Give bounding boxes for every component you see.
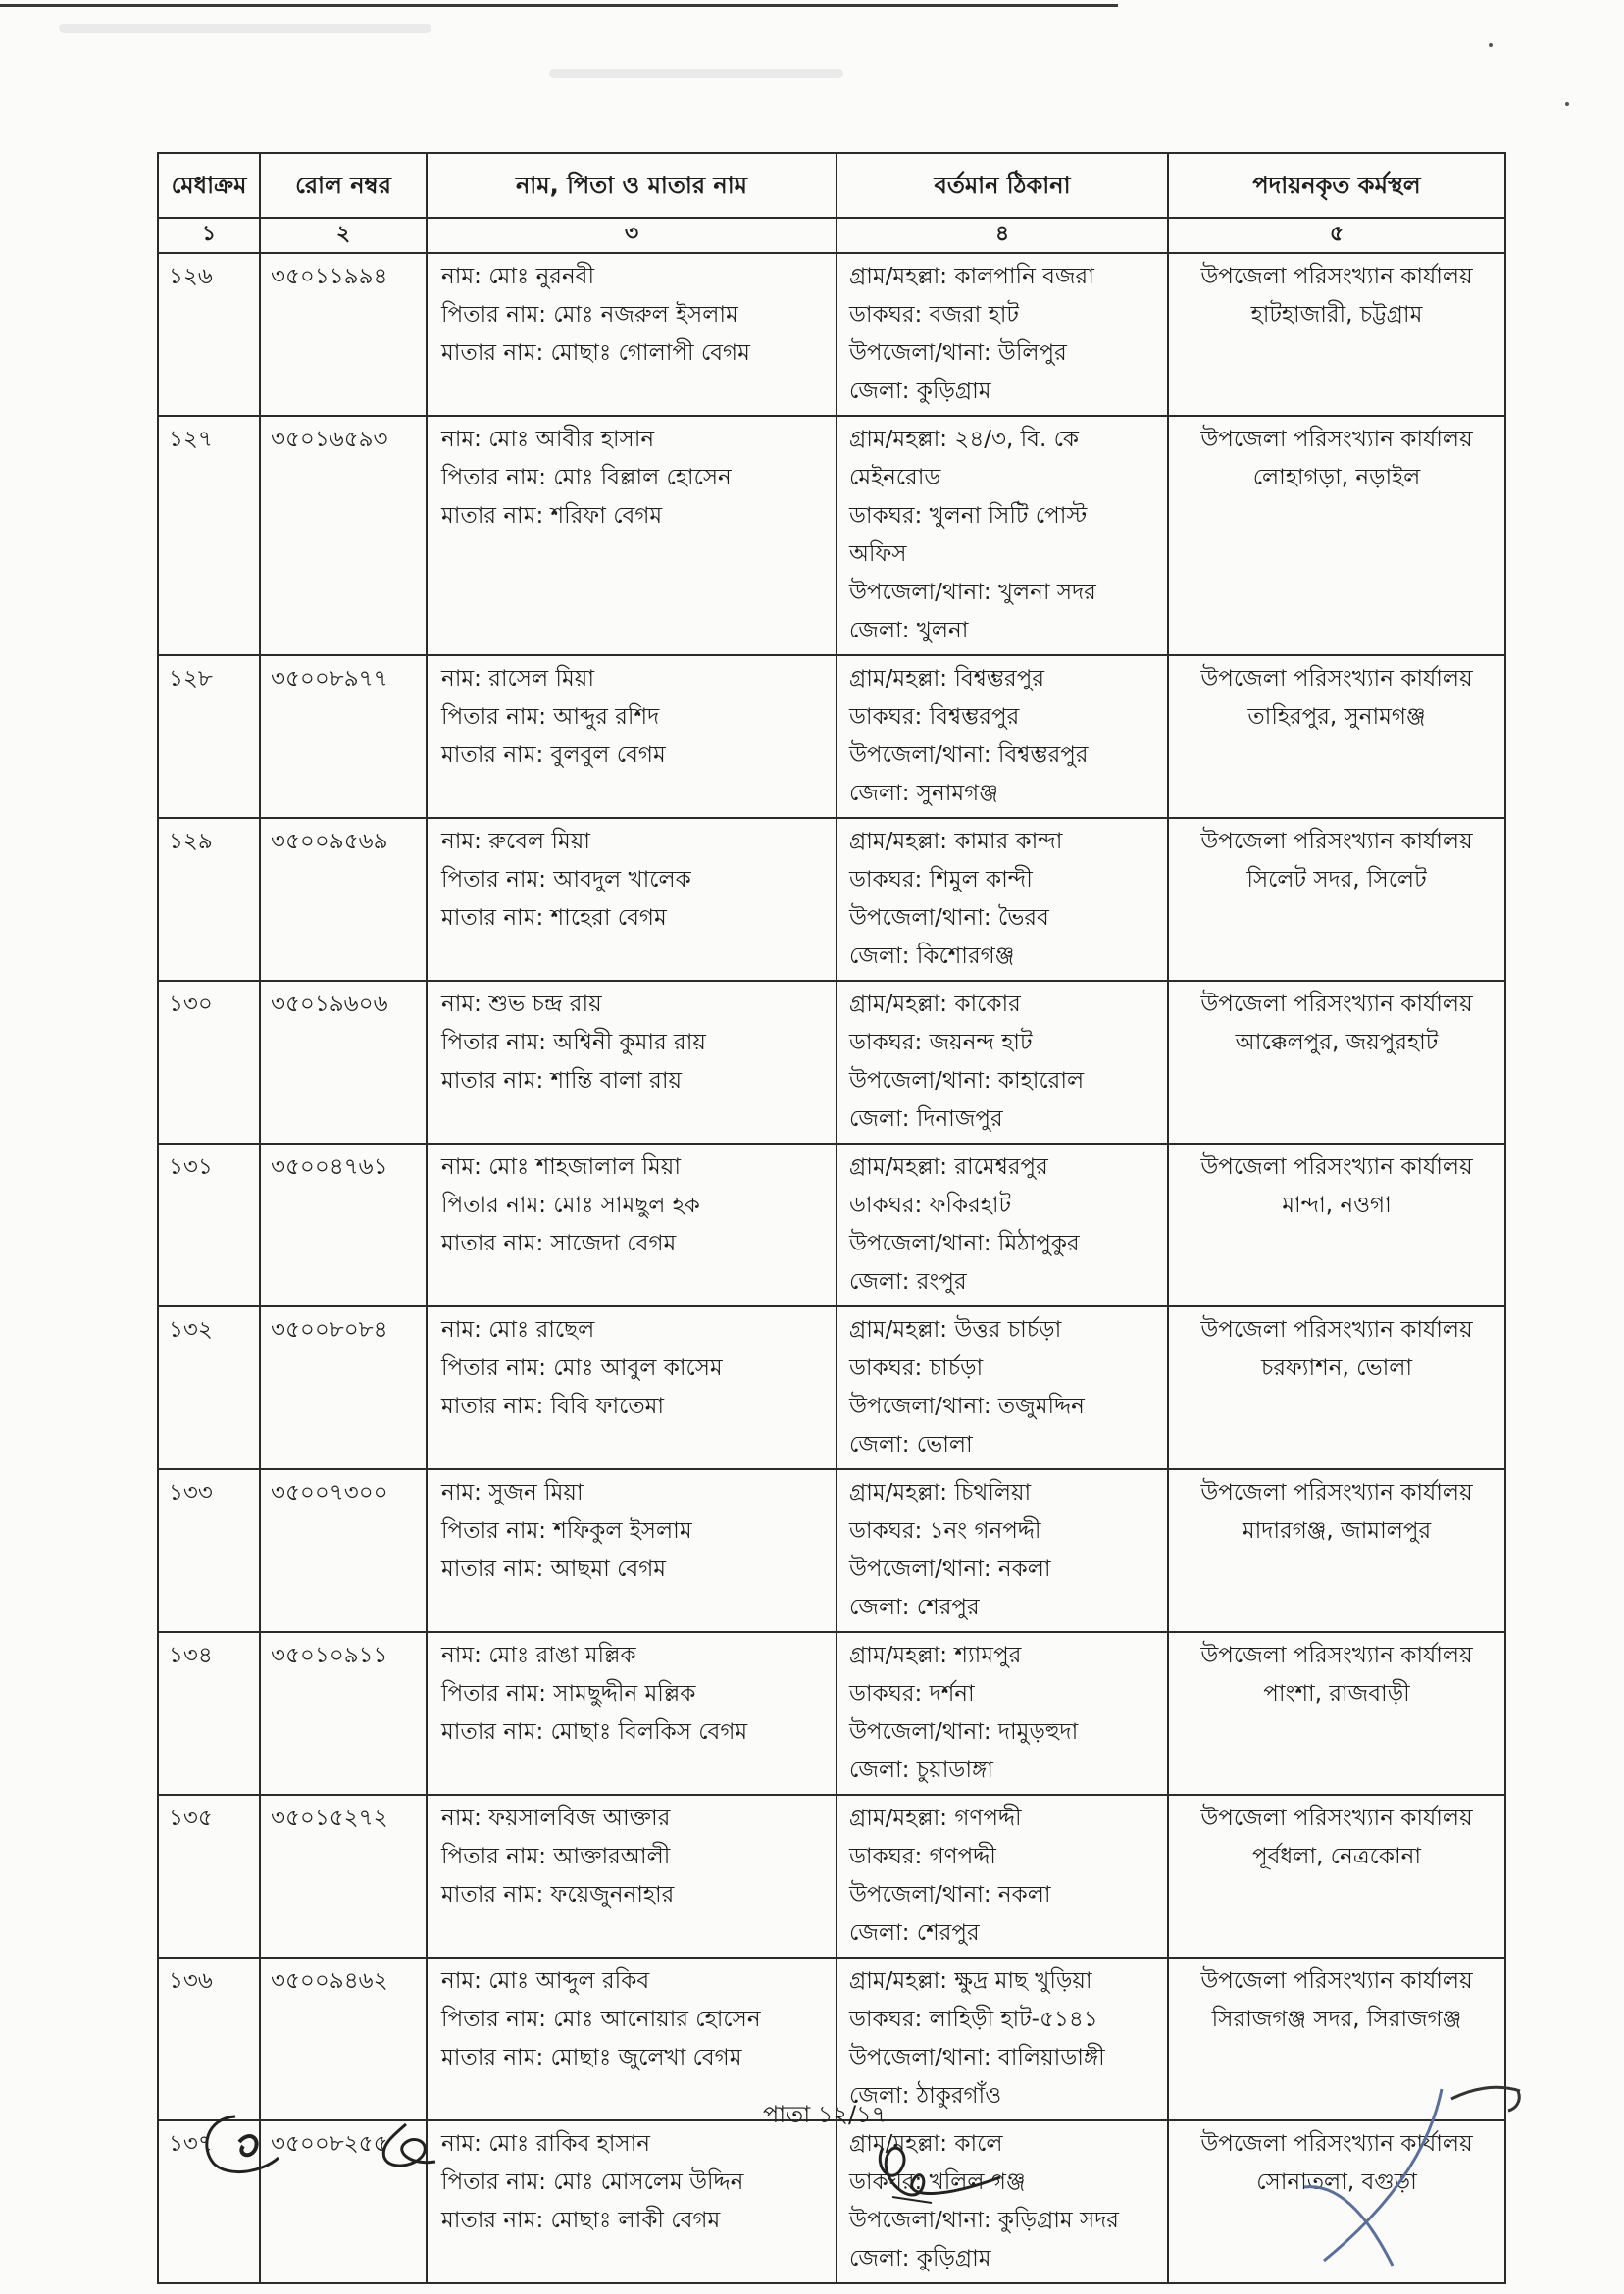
address-line: উপজেলা/থানা: উলিপুর — [849, 340, 1067, 366]
address-line: উপজেলা/থানা: বালিয়াডাঙ্গী — [849, 2045, 1105, 2070]
address-line: গ্রাম/মহল্লা: কালে — [849, 2131, 1003, 2157]
name-line: পিতার নাম: মোঃ বিল্লাল হোসেন — [441, 465, 732, 490]
address-line: জেলা: ভোলা — [849, 1432, 973, 1457]
name-line: পিতার নাম: অশ্বিনী কুমার রায় — [441, 1030, 706, 1055]
address-line: ডাকঘর: খুলনা সিটি পোস্ট — [849, 503, 1088, 529]
roll-number-cell: ৩৫০১১৯৯৪ — [260, 253, 427, 416]
address-line: উপজেলা/থানা: নকলা — [849, 1882, 1051, 1908]
address-line: ডাকঘর: ১নং গনপদ্দী — [849, 1518, 1041, 1544]
name-line: মাতার নাম: শরিফা বেগম — [441, 503, 663, 529]
initials-signature-2 — [367, 2118, 455, 2177]
office-line: পাংশা, রাজবাড়ী — [1263, 1681, 1410, 1707]
name-line: মাতার নাম: মোছাঃ লাকী বেগম — [441, 2208, 721, 2233]
merit-rank-cell: ১২৮ — [158, 655, 260, 818]
address-line: উপজেলা/থানা: খুলনা সদর — [849, 580, 1096, 605]
address-cell — [837, 1632, 1168, 1795]
merit-rank-cell: ১৩৫ — [158, 1795, 260, 1958]
name-line: নাম: মোঃ রাছেল — [441, 1317, 595, 1343]
name-line: নাম: মোঃ আবীর হাসান — [441, 427, 655, 452]
office-cell — [1168, 1306, 1505, 1469]
address-cell — [837, 655, 1168, 818]
address-line: উপজেলা/থানা: দামুড়হুদা — [849, 1719, 1079, 1745]
merit-rank-cell: ১৩৪ — [158, 1632, 260, 1795]
office-line: উপজেলা পরিসংখ্যান কার্যালয় — [1200, 1154, 1473, 1180]
office-line: মাদারগঞ্জ, জামালপুর — [1242, 1518, 1432, 1544]
office-line: লোহাগড়া, নড়াইল — [1252, 465, 1421, 490]
office-cell — [1168, 818, 1505, 981]
name-cell — [427, 253, 837, 416]
office-line: সোনাতলা, বগুড়া — [1256, 2169, 1417, 2195]
office-cell — [1168, 253, 1505, 416]
name-line: মাতার নাম: আছমা বেগম — [441, 1556, 667, 1582]
table-row — [158, 655, 1505, 818]
office-line: উপজেলা পরিসংখ্যান কার্যালয় — [1200, 427, 1473, 452]
name-line: পিতার নাম: মোঃ নজরুল ইসলাম — [441, 302, 738, 328]
address-cell — [837, 1306, 1168, 1469]
roll-number-cell: ৩৫০০৮২৫৫ — [260, 2120, 427, 2283]
address-line: ডাকঘর: বজরা হাট — [849, 302, 1019, 328]
name-line: মাতার নাম: সাজেদা বেগম — [441, 1231, 677, 1256]
address-cell — [837, 1144, 1168, 1306]
office-line: সিরাজগঞ্জ সদর, সিরাজগঞ্জ — [1211, 2007, 1462, 2032]
table-row — [158, 981, 1505, 1144]
name-line: নাম: মোঃ আব্দুল রকিব — [441, 1968, 650, 1994]
name-cell — [427, 1306, 837, 1469]
roll-number-cell: ৩৫০০৮৯৭৭ — [260, 655, 427, 818]
name-line: পিতার নাম: শফিকুল ইসলাম — [441, 1518, 692, 1544]
merit-rank-cell: ১৩০ — [158, 981, 260, 1144]
address-line: উপজেলা/থানা: ভৈরব — [849, 905, 1049, 931]
office-line: উপজেলা পরিসংখ্যান কার্যালয় — [1200, 1480, 1473, 1505]
name-line: পিতার নাম: মোঃ আনোয়ার হোসেন — [441, 2007, 761, 2032]
office-line: উপজেলা পরিসংখ্যান কার্যালয় — [1200, 1643, 1473, 1668]
address-line: উপজেলা/থানা: কাহারোল — [849, 1068, 1085, 1094]
name-cell — [427, 655, 837, 818]
address-cell — [837, 818, 1168, 981]
office-line: আক্কেলপুর, জয়পুরহাট — [1235, 1030, 1439, 1055]
office-cell — [1168, 1469, 1505, 1632]
name-line: নাম: রাসেল মিয়া — [441, 666, 595, 691]
header-posted-office: পদায়নকৃত কর্মস্থল — [1168, 153, 1505, 218]
column-number: ১ — [158, 218, 260, 253]
address-line: জেলা: চুয়াডাঙ্গা — [849, 1758, 993, 1783]
name-cell — [427, 2120, 837, 2283]
address-line: উপজেলা/থানা: তজুমদ্দিন — [849, 1394, 1085, 1419]
address-line: জেলা: কুড়িগ্রাম — [849, 379, 991, 404]
address-line: জেলা: রংপুর — [849, 1269, 967, 1295]
address-line: গ্রাম/মহল্লা: চিথলিয়া — [849, 1480, 1032, 1505]
address-line: জেলা: সুনামগঞ্জ — [849, 781, 998, 806]
office-cell — [1168, 655, 1505, 818]
address-line: গ্রাম/মহল্লা: ক্ষুদ্র মাছ খুড়িয়া — [849, 1968, 1092, 1994]
name-line: পিতার নাম: আব্দুর রশিদ — [441, 704, 660, 730]
office-cell — [1168, 1795, 1505, 1958]
name-line: নাম: মোঃ রাকিব হাসান — [441, 2131, 651, 2157]
office-cell — [1168, 1632, 1505, 1795]
table-row — [158, 1469, 1505, 1632]
name-line: পিতার নাম: আক্তারআলী — [441, 1844, 671, 1869]
address-line: উপজেলা/থানা: কুড়িগ্রাম সদর — [849, 2208, 1119, 2233]
address-line: ডাকঘর: শিমুল কান্দী — [849, 867, 1033, 892]
address-line: গ্রাম/মহল্লা: উত্তর চার্চড়া — [849, 1317, 1062, 1343]
merit-rank-cell: ১৩২ — [158, 1306, 260, 1469]
address-line: জেলা: কিশোরগঞ্জ — [849, 943, 1015, 969]
address-line: গ্রাম/মহল্লা: রামেশ্বরপুর — [849, 1154, 1048, 1180]
name-line: মাতার নাম: শাহেরা বেগম — [441, 905, 667, 931]
table-row — [158, 1795, 1505, 1958]
roll-number-cell: ৩৫০১৫২৭২ — [260, 1795, 427, 1958]
address-line: অফিস — [849, 541, 907, 567]
table-row — [158, 416, 1505, 655]
office-line: উপজেলা পরিসংখ্যান কার্যালয় — [1200, 1317, 1473, 1343]
header-address: বর্তমান ঠিকানা — [837, 153, 1168, 218]
merit-rank-cell: ১৩৬ — [158, 1958, 260, 2120]
address-cell — [837, 253, 1168, 416]
address-line: ডাকঘর: জয়নন্দ হাট — [849, 1030, 1033, 1055]
name-cell — [427, 1795, 837, 1958]
address-line: জেলা: ঠাকুরগাঁও — [849, 2083, 1002, 2109]
name-line: মাতার নাম: বিবি ফাতেমা — [441, 1394, 665, 1419]
address-line: জেলা: শেরপুর — [849, 1595, 980, 1620]
scan-smudge — [59, 24, 431, 33]
column-number: ২ — [260, 218, 427, 253]
scan-speck — [1489, 43, 1493, 47]
office-cell — [1168, 416, 1505, 655]
address-line: জেলা: দিনাজপুর — [849, 1106, 1003, 1132]
table-row — [158, 1306, 1505, 1469]
name-line: নাম: মোঃ শাহজালাল মিয়া — [441, 1154, 682, 1180]
roll-number-cell: ৩৫০০৭৩০০ — [260, 1469, 427, 1632]
scan-speck — [1565, 102, 1569, 106]
name-line: মাতার নাম: ফয়েজুননাহার — [441, 1882, 675, 1908]
address-line: জেলা: খুলনা — [849, 618, 969, 643]
page-number: পাতা ১২/১৭ — [763, 2101, 888, 2128]
roll-number-cell: ৩৫০১০৯১১ — [260, 1632, 427, 1795]
signature-center — [863, 2128, 1010, 2226]
office-line: উপজেলা পরিসংখ্যান কার্যালয় — [1200, 1968, 1473, 1994]
address-line: ডাকঘর: খলিল গঞ্জ — [849, 2169, 1026, 2195]
name-line: পিতার নাম: মোঃ সামছুল হক — [441, 1193, 700, 1218]
address-line: জেলা: কুড়িগ্রাম — [849, 2246, 991, 2271]
header-roll-number: রোল নম্বর — [260, 153, 427, 218]
address-cell — [837, 416, 1168, 655]
address-line: উপজেলা/থানা: নকলা — [849, 1556, 1051, 1582]
name-line: পিতার নাম: আবদুল খালেক — [441, 867, 691, 892]
office-line: মান্দা, নওগা — [1282, 1193, 1392, 1218]
merit-rank-cell: ১৩৭ — [158, 2120, 260, 2283]
roll-number-cell: ৩৫০০৯৪৬২ — [260, 1958, 427, 2120]
scan-smudge — [549, 69, 843, 78]
name-line: মাতার নাম: শান্তি বালা রায় — [441, 1068, 683, 1094]
address-line: গ্রাম/মহল্লা: ২৪/৩, বি. কে — [849, 427, 1079, 452]
office-line: তাহিরপুর, সুনামগঞ্জ — [1247, 704, 1426, 730]
address-line: গ্রাম/মহল্লা: শ্যামপুর — [849, 1643, 1022, 1668]
name-cell — [427, 1632, 837, 1795]
posting-table — [157, 152, 1506, 2284]
initials-signature-1 — [196, 2109, 294, 2177]
address-line: গ্রাম/মহল্লা: গণপদ্দী — [849, 1806, 1022, 1831]
office-line: উপজেলা পরিসংখ্যান কার্যালয় — [1200, 1806, 1473, 1831]
table-row — [158, 253, 1505, 416]
roll-number-cell: ৩৫০১৬৫৯৩ — [260, 416, 427, 655]
address-line: ডাকঘর: গণপদ্দী — [849, 1844, 996, 1869]
name-line: মাতার নাম: বুলবুল বেগম — [441, 742, 666, 768]
merit-rank-cell: ১২৬ — [158, 253, 260, 416]
address-line: ডাকঘর: চার্চড়া — [849, 1355, 984, 1381]
name-line: পিতার নাম: সামছুদ্দীন মল্লিক — [441, 1681, 696, 1707]
roll-number-cell: ৩৫০০৯৫৬৯ — [260, 818, 427, 981]
name-cell — [427, 818, 837, 981]
roll-number-cell: ৩৫০১৯৬০৬ — [260, 981, 427, 1144]
address-line: গ্রাম/মহল্লা: কাকোর — [849, 992, 1021, 1017]
office-line: সিলেট সদর, সিলেট — [1246, 867, 1427, 892]
office-line: উপজেলা পরিসংখ্যান কার্যালয় — [1200, 2131, 1473, 2157]
office-line: হাটহাজারী, চট্টগ্রাম — [1250, 302, 1423, 328]
office-cell — [1168, 1144, 1505, 1306]
table-row — [158, 818, 1505, 981]
office-line: উপজেলা পরিসংখ্যান কার্যালয় — [1200, 829, 1473, 854]
column-number-row — [158, 218, 1505, 253]
column-number: ৪ — [837, 218, 1168, 253]
office-line: পূর্বধলা, নেত্রকোনা — [1251, 1844, 1422, 1869]
address-line: ডাকঘর: ফকিরহাট — [849, 1193, 1012, 1218]
office-line: উপজেলা পরিসংখ্যান কার্যালয় — [1200, 264, 1473, 289]
merit-rank-cell: ১২৭ — [158, 416, 260, 655]
merit-rank-cell: ১২৯ — [158, 818, 260, 981]
column-number: ৩ — [427, 218, 837, 253]
name-line: পিতার নাম: মোঃ আবুল কাসেম — [441, 1355, 723, 1381]
address-line: উপজেলা/থানা: বিশ্বম্ভরপুর — [849, 742, 1089, 768]
office-cell — [1168, 981, 1505, 1144]
address-line: গ্রাম/মহল্লা: বিশ্বম্ভরপুর — [849, 666, 1044, 691]
address-line: ডাকঘর: লাহিড়ী হাট-৫১৪১ — [849, 2007, 1098, 2032]
name-cell — [427, 1144, 837, 1306]
address-line: মেইনরোড — [849, 465, 941, 490]
address-cell — [837, 1795, 1168, 1958]
column-number: ৫ — [1168, 218, 1505, 253]
name-line: নাম: ফয়সালবিজ আক্তার — [441, 1806, 671, 1831]
name-line: নাম: শুভ চন্দ্র রায় — [441, 992, 602, 1017]
header-merit-rank: মেধাক্রম — [158, 153, 260, 218]
header-row — [158, 153, 1505, 218]
name-line: পিতার নাম: মোঃ মোসলেম উদ্দিন — [441, 2169, 744, 2195]
name-cell — [427, 1469, 837, 1632]
merit-rank-cell: ১৩৩ — [158, 1469, 260, 1632]
address-cell — [837, 981, 1168, 1144]
name-line: মাতার নাম: মোছাঃ জুলেখা বেগম — [441, 2045, 742, 2070]
scan-top-edge — [0, 4, 1118, 7]
office-line: উপজেলা পরিসংখ্যান কার্যালয় — [1200, 992, 1473, 1017]
office-line: উপজেলা পরিসংখ্যান কার্যালয় — [1200, 666, 1473, 691]
name-line: নাম: মোঃ রাঙা মল্লিক — [441, 1643, 636, 1668]
name-line: নাম: রুবেল মিয়া — [441, 829, 590, 854]
table-row — [158, 1632, 1505, 1795]
office-line: চরফ্যাশন, ভোলা — [1260, 1355, 1413, 1381]
name-cell — [427, 416, 837, 655]
table-row — [158, 1144, 1505, 1306]
address-line: ডাকঘর: বিশ্বম্ভরপুর — [849, 704, 1020, 730]
name-line: মাতার নাম: মোছাঃ বিলকিস বেগম — [441, 1719, 748, 1745]
name-line: নাম: মোঃ নুরনবী — [441, 264, 595, 289]
address-cell — [837, 1469, 1168, 1632]
name-line: মাতার নাম: মোছাঃ গোলাপী বেগম — [441, 340, 750, 366]
address-line: উপজেলা/থানা: মিঠাপুকুর — [849, 1231, 1080, 1256]
roll-number-cell: ৩৫০০৮০৮৪ — [260, 1306, 427, 1469]
merit-rank-cell: ১৩১ — [158, 1144, 260, 1306]
header-name: নাম, পিতা ও মাতার নাম — [427, 153, 837, 218]
name-cell — [427, 981, 837, 1144]
roll-number-cell: ৩৫০০৪৭৬১ — [260, 1144, 427, 1306]
signature-right — [1285, 2069, 1530, 2275]
address-line: জেলা: শেরপুর — [849, 1920, 980, 1946]
address-line: ডাকঘর: দর্শনা — [849, 1681, 975, 1707]
address-line: গ্রাম/মহল্লা: কামার কান্দা — [849, 829, 1063, 854]
name-line: নাম: সুজন মিয়া — [441, 1480, 584, 1505]
address-line: গ্রাম/মহল্লা: কালপানি বজরা — [849, 264, 1094, 289]
